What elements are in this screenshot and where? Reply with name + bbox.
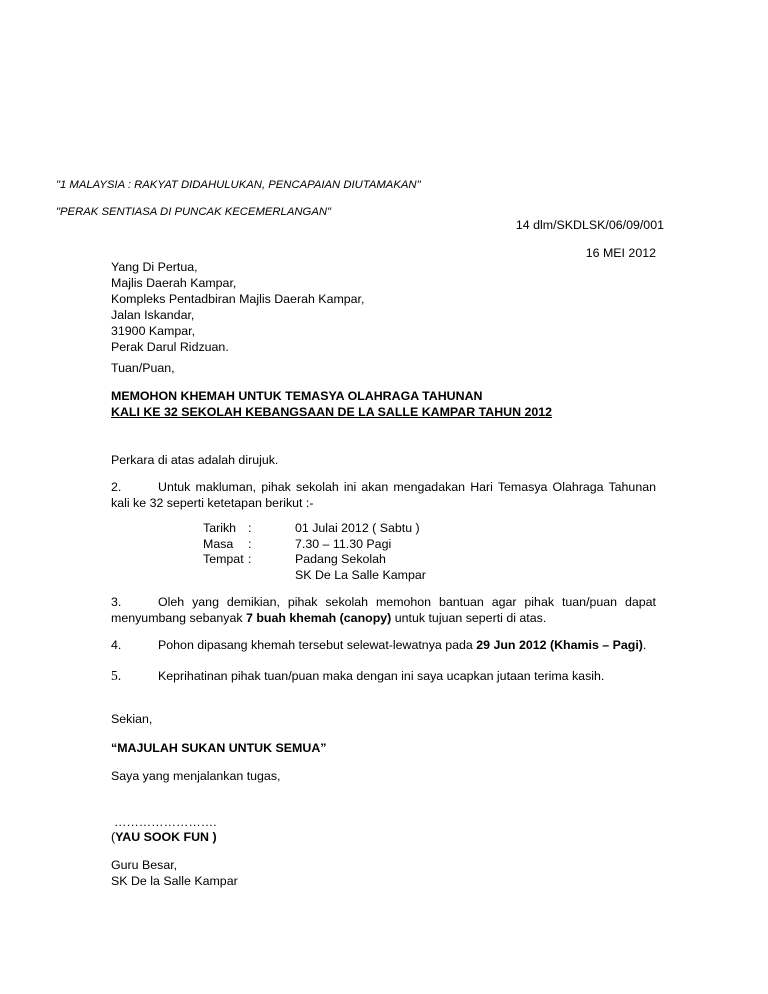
paragraph-1: Perkara di atas adalah dirujuk. [111, 453, 279, 467]
paragraph-text: Oleh yang demikian, pihak sekolah memohon bantuan agar pihak tuan/puan dapat menyumbang sebanyak [111, 595, 656, 625]
paragraph-text: Pohon dipasang khemah tersebut selewat-lewatnya pada [158, 638, 477, 652]
reference-number: 14 dlm/SKDLSK/06/09/001 [515, 218, 664, 232]
recipient-line: 31900 Kampar, [111, 324, 196, 338]
signatory-position: Guru Besar, [111, 858, 178, 872]
subject-line-1: MEMOHON KHEMAH UNTUK TEMASYA OLAHRAGA TAHUNAN [111, 389, 483, 403]
colon: : [248, 537, 252, 551]
recipient-line: Yang Di Pertua, [111, 260, 198, 274]
tempat-value-1: Padang Sekolah [295, 552, 386, 566]
masa-label: Masa [203, 537, 234, 551]
paragraph-number: 2. [111, 480, 122, 494]
paragraph-4 [111, 637, 656, 653]
masa-value: 7.30 – 11.30 Pagi [295, 537, 392, 551]
letter-date: 16 MEI 2012 [585, 246, 656, 260]
paragraph-text: Untuk makluman, pihak sekolah ini akan mengadakan Hari Temasya Olahraga Tahunan kali ke 32 seperti ketetapan berikut :- [111, 480, 656, 510]
paragraph-text: . [642, 638, 647, 652]
recipient-line: Perak Darul Ridzuan. [111, 340, 229, 354]
subject-line-2: KALI KE 32 SEKOLAH KEBANGSAAN DE LA SALLE KAMPAR TAHUN 2012 [111, 405, 553, 419]
paragraph-number: 5. [111, 668, 122, 683]
tempat-value-2: SK De La Salle Kampar [295, 568, 426, 582]
tarikh-label: Tarikh [203, 521, 237, 535]
colon: : [248, 552, 252, 566]
signatory-school: SK De la Salle Kampar [111, 874, 238, 888]
colon: : [248, 521, 252, 535]
paragraph-text: untuk tujuan seperti di atas. [391, 611, 547, 625]
salutation: Tuan/Puan, [111, 361, 175, 375]
closing-sekian: Sekian, [111, 712, 153, 726]
paragraph-number: 4. [111, 638, 122, 652]
paragraph-number: 3. [111, 595, 122, 609]
paragraph-3 [111, 594, 656, 626]
motto: “MAJULAH SUKAN UNTUK SEMUA” [111, 741, 327, 755]
paragraph-2 [111, 479, 656, 511]
recipient-line: Kompleks Pentadbiran Majlis Daerah Kampar, [111, 292, 365, 306]
tent-quantity: 7 buah khemah (canopy) [246, 611, 392, 625]
signatory-name [111, 829, 217, 845]
name-text: YAU SOOK FUN ) [115, 830, 217, 844]
slogan-perak: "PERAK SENTIASA DI PUNCAK KECEMERLANGAN" [56, 206, 332, 218]
name-paren: ( [111, 830, 116, 844]
slogan-1malaysia: "1 MALAYSIA : RAKYAT DIDAHULUKAN, PENCAPAIAN DIUTAMAKAN" [56, 179, 421, 191]
paragraph-text: Keprihatinan pihak tuan/puan maka dengan ini saya ucapkan jutaan terima kasih. [158, 669, 605, 683]
recipient-address [111, 259, 364, 355]
tempat-label: Tempat [203, 552, 244, 566]
closing-duty: Saya yang menjalankan tugas, [111, 769, 281, 783]
recipient-line: Jalan Iskandar, [111, 308, 195, 322]
signature-line: ……………………. [114, 815, 217, 829]
deadline-date: 29 Jun 2012 (Khamis – Pagi) [476, 638, 643, 652]
paragraph-5 [111, 668, 604, 684]
tarikh-value: 01 Julai 2012 ( Sabtu ) [295, 521, 420, 535]
recipient-line: Majlis Daerah Kampar, [111, 276, 237, 290]
